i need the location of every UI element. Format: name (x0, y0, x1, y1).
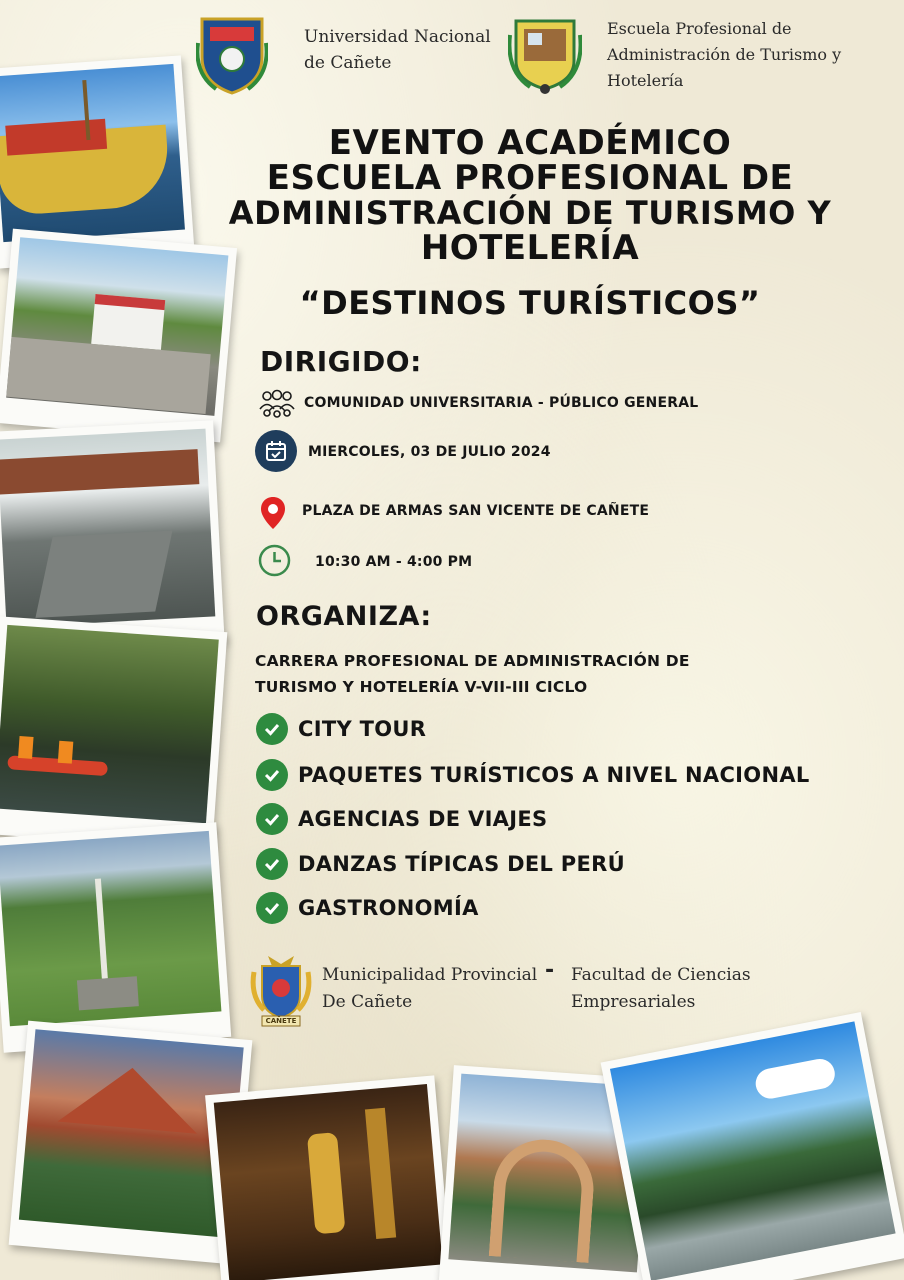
event-subtitle: “DESTINOS TURÍSTICOS” (299, 284, 761, 322)
photo-lake-mountain (601, 1012, 904, 1280)
dirigido-heading: DIRIGIDO: (260, 345, 422, 378)
location-pin-icon (261, 497, 285, 529)
school-name-line-3: Hotelería (607, 71, 684, 90)
faculty-name-line-1: Facultad de Ciencias (571, 965, 751, 985)
place-text: PLAZA DE ARMAS SAN VICENTE DE CAÑETE (302, 503, 650, 519)
activity-label: PAQUETES TURÍSTICOS A NIVEL NACIONAL (298, 763, 810, 787)
university-name-line-1: Universidad Nacional (304, 27, 491, 47)
event-title-line-4: HOTELERÍA (420, 228, 640, 268)
activity-item (256, 892, 479, 924)
organizer-line-1: CARRERA PROFESIONAL DE ADMINISTRACIÓN DE (255, 652, 690, 670)
check-icon (256, 848, 288, 880)
activity-item (256, 713, 426, 745)
faculty-name-line-2: Empresariales (571, 992, 696, 1012)
footer-separator: - (545, 958, 555, 983)
school-name (607, 16, 841, 94)
activity-label: DANZAS TÍPICAS DEL PERÚ (298, 852, 625, 876)
university-logo (196, 13, 268, 95)
activity-label: CITY TOUR (298, 717, 427, 741)
check-icon (256, 892, 288, 924)
check-icon (256, 713, 288, 745)
event-title-line-1: EVENTO ACADÉMICO (328, 123, 732, 163)
faculty-name (571, 962, 751, 1016)
municipality-crest (248, 952, 314, 1028)
school-name-line-2: Administración de Turismo y (607, 45, 842, 64)
photo-museum-gold (205, 1075, 453, 1280)
activity-item (256, 759, 810, 791)
school-logo (508, 15, 582, 95)
university-name-line-2: de Cañete (304, 53, 392, 73)
municipality-name-line-2: De Cañete (322, 992, 413, 1012)
people-icon (258, 389, 296, 419)
event-title (160, 123, 900, 268)
activity-label: AGENCIAS DE VIAJES (298, 807, 548, 831)
event-title-line-3: ADMINISTRACIÓN DE TURISMO Y (228, 194, 832, 232)
organizer-text (255, 648, 690, 700)
municipality-name-line-1: Municipalidad Provincial (322, 965, 538, 985)
photo-obelisk (0, 822, 231, 1052)
photo-kayak (0, 616, 227, 849)
clock-icon (258, 544, 291, 577)
event-title-line-2: ESCUELA PROFESIONAL DE (266, 158, 794, 198)
activity-item (256, 848, 625, 880)
organizer-line-2: TURISMO Y HOTELERÍA V-VII-III CICLO (255, 678, 588, 696)
activity-label: GASTRONOMÍA (298, 896, 479, 920)
date-text: MIERCOLES, 03 DE JULIO 2024 (308, 444, 551, 460)
check-icon (256, 803, 288, 835)
calendar-icon (255, 430, 297, 472)
municipality-name (322, 962, 537, 1016)
university-name (304, 24, 491, 76)
check-icon (256, 759, 288, 791)
audience-text: COMUNIDAD UNIVERSITARIA - PÚBLICO GENERAL (304, 395, 699, 411)
crest-banner-text: CAÑETE (265, 1017, 297, 1025)
activity-item (256, 803, 547, 835)
school-name-line-1: Escuela Profesional de (607, 19, 792, 38)
time-text: 10:30 AM - 4:00 PM (315, 554, 473, 570)
organiza-heading: ORGANIZA: (256, 601, 432, 632)
